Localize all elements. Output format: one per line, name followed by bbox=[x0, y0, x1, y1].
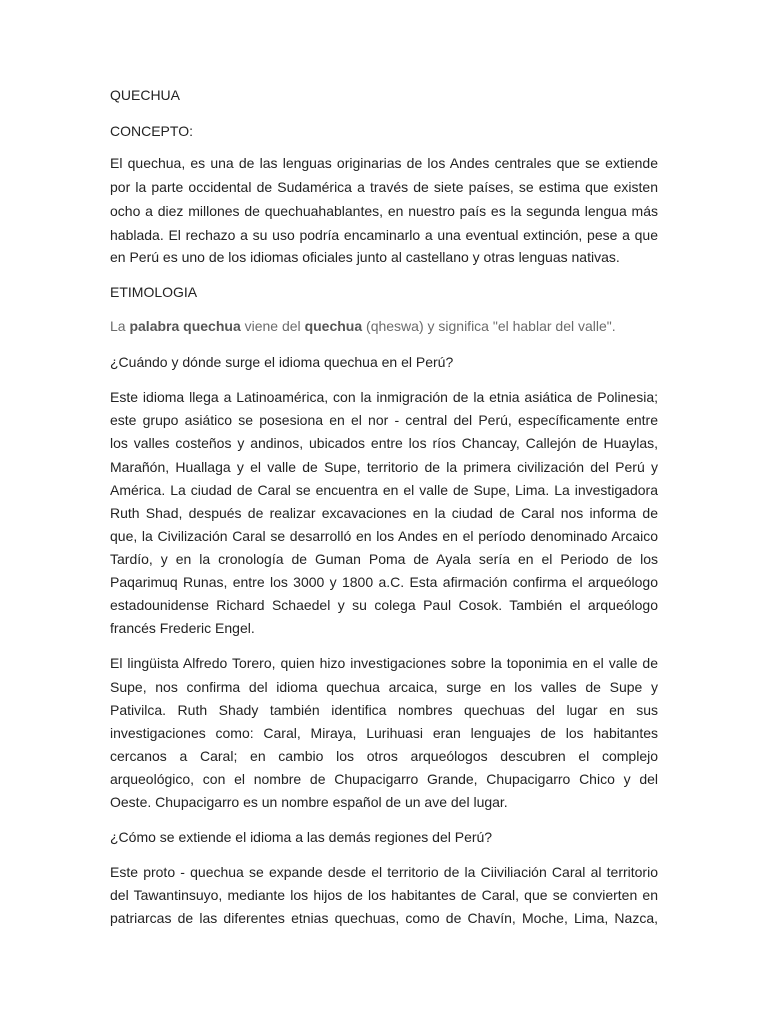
text-line: en Perú es uno de los idiomas oficiales junto al castellano y otras lenguas nativas. bbox=[110, 249, 620, 265]
text-line: Tardío, y en la cronología de Guman Poma de Ayala sería en el Periodo de los bbox=[110, 551, 658, 567]
etymology-text: La bbox=[110, 318, 130, 334]
text-line: Este proto - quechua se expande desde el territorio de la Ciiviliación Caral al territorio bbox=[110, 864, 658, 880]
text-line: El quechua, es una de las lenguas originarias de los Andes centrales que se extiende bbox=[110, 155, 658, 171]
text-line: estadounidense Richard Schaedel y su colega Paul Cosok. También el arqueólogo bbox=[110, 597, 658, 613]
text-line: por la parte occidental de Sudamérica a través de siete países, se estima que existen bbox=[110, 179, 658, 195]
text-line: Oeste. Chupacigarro es un nombre español de un ave del lugar. bbox=[110, 794, 508, 810]
text-line: cercanos a Caral; en cambio los otros arqueólogos descubren el complejo bbox=[110, 748, 658, 764]
text-line: América. La ciudad de Caral se encuentra en el valle de Supe, Lima. La investigadora bbox=[110, 482, 658, 498]
document-title: QUECHUA bbox=[110, 87, 181, 103]
etymology-text: (qheswa) y significa "el hablar del valle". bbox=[362, 318, 616, 334]
etymology-line bbox=[110, 318, 658, 334]
question-heading-origin: ¿Cuándo y dónde surge el idioma quechua en el Perú? bbox=[110, 354, 454, 370]
etymology-bold-term: quechua bbox=[304, 318, 363, 334]
text-line: investigaciones como: Caral, Miraya, Lurihuasi eran lenguajes de los habitantes bbox=[110, 725, 658, 741]
text-line: Este idioma llega a Latinoamérica, con la inmigración de la etnia asiática de Polinesia; bbox=[110, 389, 658, 405]
text-line: Paqarimuq Runas, entre los 3000 y 1800 a.C. Esta afirmación confirma el arqueólogo bbox=[110, 574, 658, 590]
text-line: este grupo asiático se posesiona en el nor - central del Perú, específicamente entre bbox=[110, 412, 658, 428]
text-line: Marañón, Huallaga y el valle de Supe, territorio de la primera civilización del Perú y bbox=[110, 459, 658, 475]
text-line: arqueológico, con el nombre de Chupacigarro Grande, Chupacigarro Chico y del bbox=[110, 771, 658, 787]
text-line: Supe, nos confirma del idioma quechua arcaica, surge en los valles de Supe y bbox=[110, 679, 658, 695]
text-line: Pativilca. Ruth Shady también identifica nombres quechuas del lugar en sus bbox=[110, 702, 658, 718]
etymology-text: viene del bbox=[240, 318, 305, 334]
text-line: los valles costeños y andinos, ubicados entre los ríos Chancay, Callejón de Huaylas, bbox=[110, 435, 658, 451]
text-line: El lingüista Alfredo Torero, quien hizo investigaciones sobre la toponimia en el valle de bbox=[110, 655, 658, 671]
text-line: que, la Civilización Caral se desarrolló en los Andes en el período denominado Arcaico bbox=[110, 528, 658, 544]
text-line: patriarcas de las diferentes etnias quechuas, como de Chavín, Moche, Lima, Nazca, bbox=[110, 910, 658, 926]
text-line: hablada. El rechazo a su uso podría encaminarlo a una eventual extinción, pese a que bbox=[110, 227, 658, 243]
text-line: del Tawantinsuyo, mediante los hijos de los habitantes de Caral, que se convierten en bbox=[110, 887, 658, 903]
text-line: francés Frederic Engel. bbox=[110, 620, 255, 636]
etymology-bold-term: palabra quechua bbox=[129, 318, 241, 334]
text-line: Ruth Shad, después de realizar excavaciones en la ciudad de Caral nos informa de bbox=[110, 505, 658, 521]
text-line: ocho a diez millones de quechuahablantes, en nuestro país es la segunda lengua más bbox=[110, 203, 658, 219]
etymology-heading: ETIMOLOGIA bbox=[110, 284, 198, 300]
concept-heading: CONCEPTO: bbox=[110, 123, 193, 139]
question-heading-expansion: ¿Cómo se extiende el idioma a las demás regiones del Perú? bbox=[110, 829, 493, 845]
